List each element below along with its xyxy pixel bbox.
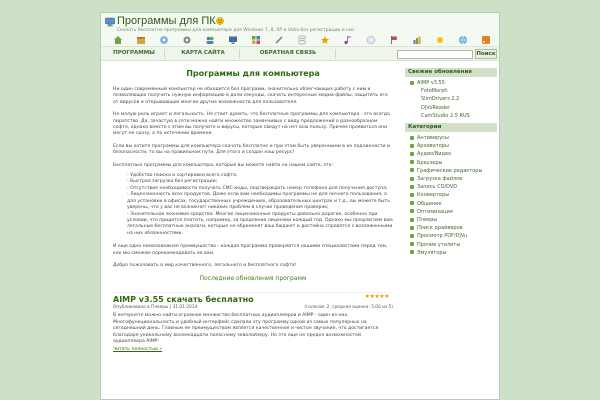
category-item[interactable] — [410, 200, 497, 208]
wrench-icon[interactable] — [274, 35, 284, 45]
latest-updates-heading[interactable]: Последние обновления программ — [199, 275, 307, 283]
list-item: - Удобство поиска и сортировки всего софта; — [127, 173, 238, 179]
list-item: - Лицензионность всех продуктов. Даже если вам необходимы программы не для личного пользования, а для установки в офисах, государственных учреждениях, образовательных центрах и т.д., вы можете быть уверены, что у вас не возникнет никаких проблем в случае проведения проверок; — [127, 192, 390, 211]
monitor-icon[interactable] — [228, 35, 238, 45]
category-item[interactable] — [410, 159, 497, 167]
bullet-icon — [410, 152, 414, 156]
sidebar-update-item[interactable]: DjVuReader — [421, 104, 451, 111]
bullet-icon — [410, 185, 414, 189]
sidebar-item-label[interactable]: Прочие утилиты — [417, 241, 461, 248]
bullet-icon — [410, 250, 414, 254]
search-button[interactable]: Поиск — [476, 51, 496, 57]
benefits-list — [127, 173, 393, 237]
category-item[interactable] — [410, 167, 497, 175]
people-icon[interactable] — [205, 35, 215, 45]
nav-divider — [335, 49, 336, 59]
sidebar-updates-title: Свежие обновления — [405, 68, 497, 77]
main-navigation — [101, 47, 499, 61]
smiley-icon — [216, 17, 224, 25]
category-item[interactable] — [410, 134, 497, 142]
page-title: Программы для компьютера — [186, 69, 320, 78]
categories-list — [405, 132, 497, 260]
nav-sitemap[interactable]: КАРТА САЙТА — [181, 50, 225, 56]
bullet-icon — [410, 136, 414, 140]
nav-divider — [164, 49, 165, 59]
gear-icon[interactable] — [182, 35, 192, 45]
sidebar-update-item[interactable]: SlimDrivers 2.2 — [421, 96, 460, 103]
updates-list — [405, 77, 497, 123]
bullet-icon — [410, 168, 414, 172]
category-item[interactable] — [410, 216, 497, 224]
category-item[interactable] — [410, 224, 497, 232]
article-body — [113, 313, 393, 345]
category-item[interactable] — [410, 241, 497, 249]
home-icon[interactable] — [113, 35, 123, 45]
sun-icon[interactable] — [435, 35, 445, 45]
sidebar-update-item[interactable]: CamStudio 2.5 RUS — [421, 112, 470, 119]
sidebar-item-label[interactable]: Загрузка файлов — [417, 176, 463, 183]
nav-divider — [239, 49, 240, 59]
sidebar — [405, 68, 497, 399]
nav-feedback[interactable]: ОБРАТНАЯ СВЯЗЬ — [259, 50, 317, 56]
list-item: - Значительная экономия средства. Многие лицензионные продукты довольно дорогие, особенно при условии, что придется платить, например, за продление лицензии каждый год. Однако мы предлагаем вам легальные бесплатные аналоги, которые не обременят ваш бюджет и достойно справятся с возложенными на них обязанностями. — [127, 211, 393, 236]
bullet-icon — [410, 209, 414, 213]
globe-icon[interactable] — [458, 35, 468, 45]
sidebar-update-item[interactable]: FotoMorph — [421, 88, 448, 95]
article-meta — [113, 305, 393, 310]
site-header — [101, 13, 499, 47]
disk-icon[interactable] — [159, 35, 169, 45]
closing-paragraph: Добро пожаловать в мир качественного, легального и бесплатного софта! — [113, 262, 297, 268]
sidebar-item-label[interactable]: Эмуляторы — [417, 249, 447, 256]
category-item[interactable] — [410, 175, 497, 183]
rating-stars[interactable]: ★★★★★ — [364, 293, 389, 301]
site-tagline: Скачать бесплатно программы для компьютера для Windows 7, 8, XP и Vista без регистрации и смс — [117, 28, 355, 33]
article-title-link[interactable]: AIMP v3.55 скачать бесплатно — [113, 295, 254, 305]
category-item[interactable] — [410, 150, 497, 158]
music-icon[interactable] — [343, 35, 353, 45]
chart-icon[interactable] — [412, 35, 422, 45]
bullet-icon — [410, 193, 414, 197]
bullet-icon — [410, 218, 414, 222]
grid-icon[interactable] — [251, 35, 261, 45]
category-item[interactable] — [410, 142, 497, 150]
bullet-icon — [410, 201, 414, 205]
bullet-icon — [410, 144, 414, 148]
box-icon[interactable] — [136, 35, 146, 45]
sidebar-item-label[interactable]: Общение — [417, 200, 442, 207]
intro-paragraph: Не малую роль играет и легальность. Не стоит думать, что бесплатные программы для компьютера - это всегда пиратство. Да, зачастую в сети можно найти множество заманчивых с виду предложений о разнообразном софте, однако вместе с этим вы получите и вирусы, которые сведут на нет всю пользу. Причем проявиться они могут не сразу, а по истечении времени. — [113, 112, 390, 137]
article-rating-text: (голосов: 2, средняя оценка: 5,00 из 5) — [304, 305, 393, 311]
sidebar-item-label[interactable]: Браузеры — [417, 159, 443, 166]
sidebar-item-label[interactable]: Аудио/Видео — [417, 151, 452, 158]
article-entry — [113, 292, 393, 352]
sidebar-item-label[interactable]: Архиваторы — [417, 143, 449, 150]
flag-icon[interactable] — [389, 35, 399, 45]
intro-paragraph: Бесплатные программы для компьютера, которые вы можете найти на нашем сайте, это: — [113, 162, 334, 168]
sidebar-item-label[interactable]: Плееры — [417, 217, 438, 224]
intro-paragraph: Ни один современный компьютер не обходится без программ, значительно облегчающих работу с ним и позволяющих получить нужную информацию в доли секунды, скачать интересные медиа-файлы, защитить его от вирусов и открывающих многие другие возможности для пользователя. — [113, 87, 388, 105]
intro-paragraph: Если вы хотите программы для компьютера скачать бесплатно и при этом быть уверенными в их подлинности и безопасности, то вы на правильном пути. Для этого и создан наш ресурс! — [113, 143, 390, 156]
category-item[interactable] — [410, 232, 497, 240]
sidebar-item-label[interactable]: Антивирусы — [417, 135, 449, 142]
sidebar-item-label[interactable]: Конвертеры — [417, 192, 450, 199]
feed-icon[interactable] — [481, 35, 491, 45]
bullet-icon — [410, 242, 414, 246]
bullet-icon — [410, 81, 414, 85]
main-content — [107, 65, 399, 399]
category-item[interactable] — [410, 249, 497, 257]
sidebar-item-label[interactable]: Графические редакторы — [417, 167, 483, 174]
icon-toolbar — [113, 35, 491, 47]
cd-icon[interactable] — [366, 35, 376, 45]
logo-icon[interactable] — [105, 17, 115, 27]
category-item[interactable] — [410, 183, 497, 191]
document-icon[interactable] — [297, 35, 307, 45]
page-container — [100, 12, 500, 400]
category-item[interactable] — [410, 191, 497, 199]
read-more-link[interactable]: Читать полностью » — [113, 347, 163, 353]
bullet-icon — [410, 226, 414, 230]
list-item: - Быстрая загрузка без регистрации; — [127, 179, 218, 185]
nav-programs[interactable]: ПРОГРАММЫ — [113, 50, 155, 56]
article-excerpt: В интернете можно найти огромное множество бесплатных аудиоплееров и AIMP - один из них. Многофункциональность и удобный интерфейс сделали эту программу одной из самых популярных на сегодняшний день. Главным ее преимуществом является качественное и чистое звучание, что достигается благодаря уникальному восемнадцати полосному эквалайзеру. Но это еще не предел возможностей аудиоплеера AIMP: — [113, 313, 379, 344]
search-input[interactable] — [397, 50, 473, 59]
sidebar-item-label[interactable]: Запись CD/DVD — [417, 184, 458, 191]
bullet-icon — [410, 234, 414, 238]
sidebar-item-label[interactable]: AIMP v3.55 — [417, 80, 445, 86]
star-icon[interactable] — [320, 35, 330, 45]
sidebar-item-label[interactable]: Поиск драйверов — [417, 225, 463, 232]
sidebar-item-label[interactable]: Оптимизация — [417, 208, 453, 215]
sidebar-update-item[interactable] — [410, 79, 497, 87]
bullet-icon — [410, 177, 414, 181]
site-title[interactable] — [117, 15, 224, 27]
site-title-text[interactable]: Программы для ПК — [117, 15, 216, 27]
list-item: - Отсутствие необходимости получать СМС-коды, подтверждать номер телефона для получения доступа; — [127, 185, 388, 191]
bullet-icon — [410, 160, 414, 164]
closing-paragraph: И еще одно немаловажное преимущество - каждая программа проверяется нашими специалистами перед тем, как мы сможем порекомендовать ее вам. — [113, 244, 388, 256]
sidebar-categories-title: Категории — [405, 123, 497, 132]
category-item[interactable] — [410, 208, 497, 216]
article-published: Опубликовано в Плееры | 31.01.2014 — [113, 305, 198, 311]
sidebar-item-label[interactable]: Просмотр PDF/DjVu — [417, 233, 468, 240]
